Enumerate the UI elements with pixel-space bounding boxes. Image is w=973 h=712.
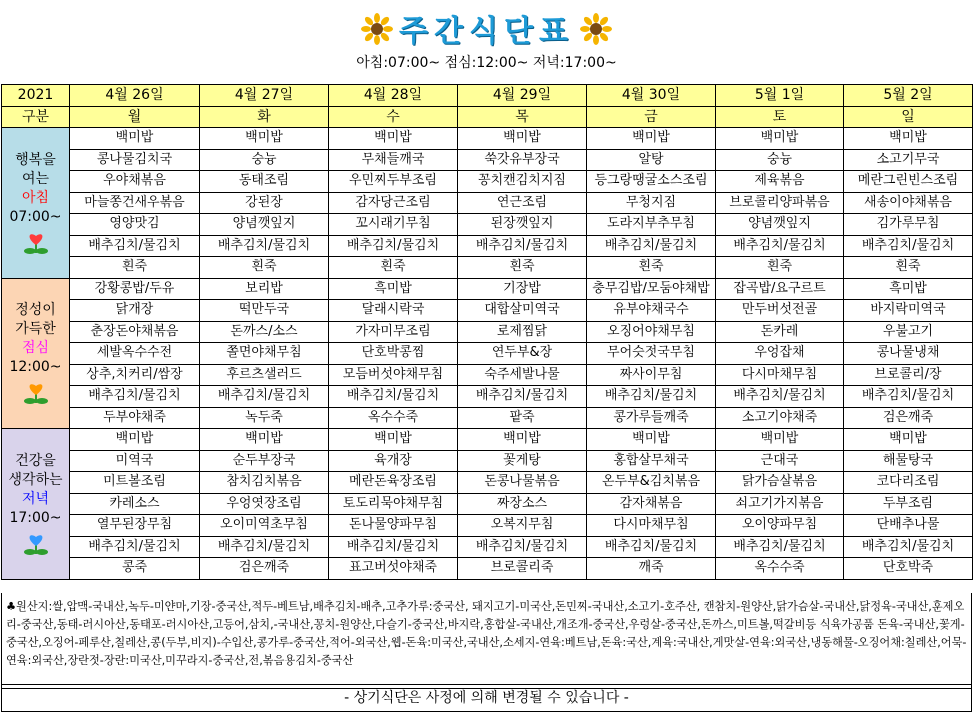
origin-notice: ♣원산지:쌀,압맥-국내산,녹두-미얀마,기장-중국산,적두-베트남,배추김치-배추,고추가루:중국산, 돼지고기-미국산,돈민찌-국내산,소고기-호주산, 캔참치-원양산,닭가슴살-국내산,닭정육-국내산,훈제오리-중국산,동태-러시아산,동태포-러시아산,고등어,삼치,-국내산,꽁치-원양산,다슬기-중국산,바지락,홍합살-국내산,개조개-중국산,우렁살-중국산,돈까스,미트볼,떡갈비등 식육가공품 돈육-국내산,꽃게-중국산,오징어-페루산,칠레산,콩(두부,비지)-수입산,콩가루-중국산,적어-외국산,웹-돈육:미국산,국내산,소세지-연육:베트남,돈육:국산,계육:국내산,게맛살-연육:외국산,냉동해물-오징어채:칠레산,어묵-연육:외국산,장란젓-장란:미국산,미꾸라지-중국산,전,볶음용김치-중국산 [1, 593, 972, 689]
menu-cell: 배추김치/물김치 [458, 235, 587, 257]
menu-cell: 흰죽 [844, 257, 973, 279]
menu-cell: 감자당근조림 [329, 192, 458, 214]
menu-table [1, 84, 973, 580]
menu-cell: 배추김치/물김치 [70, 386, 200, 408]
menu-cell: 돈콩나물볶음 [458, 472, 587, 494]
weekday-cell: 수 [329, 106, 458, 128]
date-row [2, 85, 973, 107]
menu-cell: 홍합살무채국 [587, 450, 716, 472]
lunch-row [2, 386, 973, 408]
meal-name: 점심 [21, 340, 50, 357]
weekday-cell: 목 [458, 106, 587, 128]
menu-cell: 우불고기 [844, 321, 973, 343]
menu-cell: 유부야채국수 [587, 300, 716, 322]
menu-cell: 소고기야채죽 [716, 407, 844, 429]
menu-cell: 연두부&장 [458, 343, 587, 365]
dinner-row [2, 515, 973, 537]
menu-cell: 백미밥 [716, 429, 844, 451]
menu-cell: 브로콜리죽 [458, 558, 587, 580]
lunch-row [2, 364, 973, 386]
menu-cell: 미역국 [70, 450, 200, 472]
menu-cell: 숭늉 [200, 149, 329, 171]
menu-cell: 백미밥 [70, 429, 200, 451]
lunch-row [2, 343, 973, 365]
lunch-row [2, 300, 973, 322]
meal-time: 17:00~ [9, 509, 62, 526]
meal-name: 저녁 [21, 490, 50, 507]
menu-cell: 도라지부추무침 [587, 214, 716, 236]
menu-cell: 배추김치/물김치 [329, 386, 458, 408]
menu-cell: 참치김치볶음 [200, 472, 329, 494]
breakfast-row [2, 128, 973, 150]
menu-cell: 꽃게탕 [458, 450, 587, 472]
menu-cell: 감자채볶음 [587, 493, 716, 515]
menu-cell: 우엉잡채 [716, 343, 844, 365]
menu-cell: 배추김치/물김치 [587, 536, 716, 558]
page-title [0, 6, 973, 50]
menu-cell: 다시마채무침 [716, 364, 844, 386]
menu-cell: 백미밥 [329, 128, 458, 150]
menu-cell: 깨죽 [587, 558, 716, 580]
date-cell: 4월 30일 [587, 85, 716, 107]
lunch-row [2, 407, 973, 429]
menu-cell: 백미밥 [200, 429, 329, 451]
menu-cell: 흰죽 [458, 257, 587, 279]
menu-cell: 백미밥 [844, 128, 973, 150]
menu-cell: 단배추나물 [844, 515, 973, 537]
menu-cell: 흑미밥 [844, 278, 973, 300]
menu-cell: 오이양파무침 [716, 515, 844, 537]
lunch-row [2, 278, 973, 300]
menu-cell: 숭늉 [716, 149, 844, 171]
menu-cell: 순두부장국 [200, 450, 329, 472]
menu-cell: 된장깻잎지 [458, 214, 587, 236]
date-cell: 4월 26일 [70, 85, 200, 107]
menu-cell: 다시마채무침 [587, 515, 716, 537]
menu-cell: 쫄면야채무침 [200, 343, 329, 365]
menu-cell: 열무된장무침 [70, 515, 200, 537]
meal-name: 아침 [21, 189, 50, 206]
menu-cell: 두부야채죽 [70, 407, 200, 429]
menu-cell: 숙주세발나물 [458, 364, 587, 386]
menu-cell: 등그랑땡굴소스조림 [587, 171, 716, 193]
dinner-row [2, 472, 973, 494]
label-line: 정성이 [15, 302, 56, 319]
menu-cell: 새송이야채볶음 [844, 192, 973, 214]
label-line: 여는 [21, 170, 50, 187]
menu-cell: 로제찜닭 [458, 321, 587, 343]
title-text: 주간식단표 [399, 14, 574, 49]
label-line: 건강을 [15, 452, 56, 469]
weekday-cell: 금 [587, 106, 716, 128]
menu-cell: 알탕 [587, 149, 716, 171]
label-line: 행복을 [15, 151, 56, 168]
menu-cell: 우야채볶음 [70, 171, 200, 193]
meal-label-text [2, 301, 69, 377]
menu-cell: 배추김치/물김치 [458, 386, 587, 408]
menu-cell: 백미밥 [587, 128, 716, 150]
menu-cell: 우민찌두부조림 [329, 171, 458, 193]
menu-cell: 백미밥 [458, 128, 587, 150]
menu-cell: 배추김치/물김치 [844, 235, 973, 257]
menu-cell: 닭개장 [70, 300, 200, 322]
menu-cell: 쇠고기가지볶음 [716, 493, 844, 515]
menu-cell: 백미밥 [70, 128, 200, 150]
menu-cell: 옥수수죽 [329, 407, 458, 429]
dinner-row [2, 558, 973, 580]
menu-cell: 배추김치/물김치 [200, 386, 329, 408]
menu-cell: 콩가루들깨죽 [587, 407, 716, 429]
menu-cell: 돈카레 [716, 321, 844, 343]
menu-cell: 백미밥 [716, 128, 844, 150]
breakfast-row [2, 257, 973, 279]
dinner-label [2, 429, 70, 580]
menu-cell: 배추김치/물김치 [587, 386, 716, 408]
menu-cell: 메란돈육장조림 [329, 472, 458, 494]
weekday-cell: 월 [70, 106, 200, 128]
menu-cell: 해물탕국 [844, 450, 973, 472]
meal-time: 12:00~ [9, 359, 62, 376]
menu-cell: 카레소스 [70, 493, 200, 515]
sunflower-icon [361, 13, 393, 45]
menu-cell: 양념깻잎지 [200, 214, 329, 236]
date-cell: 4월 27일 [200, 85, 329, 107]
menu-cell: 배추김치/물김치 [844, 536, 973, 558]
weekday-cell: 화 [200, 106, 329, 128]
year-cell: 2021 [2, 85, 70, 107]
date-cell: 4월 28일 [329, 85, 458, 107]
breakfast-row [2, 149, 973, 171]
menu-cell: 배추김치/물김치 [844, 386, 973, 408]
menu-cell: 흰죽 [200, 257, 329, 279]
flower-icon [21, 381, 51, 405]
meal-label-text [2, 452, 69, 528]
dinner-row [2, 493, 973, 515]
menu-cell: 무채들깨국 [329, 149, 458, 171]
label-line: 가득한 [15, 321, 56, 338]
menu-cell: 대합살미역국 [458, 300, 587, 322]
menu-cell: 강된장 [200, 192, 329, 214]
weekday-cell: 일 [844, 106, 973, 128]
lunch-label [2, 278, 70, 429]
menu-cell: 동태조림 [200, 171, 329, 193]
menu-cell: 백미밥 [329, 429, 458, 451]
menu-cell: 육개장 [329, 450, 458, 472]
menu-cell: 무어슷젓국무침 [587, 343, 716, 365]
menu-cell: 오복지무침 [458, 515, 587, 537]
date-cell: 4월 29일 [458, 85, 587, 107]
menu-cell: 브로콜리/장 [844, 364, 973, 386]
menu-cell: 미트볼조림 [70, 472, 200, 494]
menu-cell: 백미밥 [844, 429, 973, 451]
menu-cell: 배추김치/물김치 [329, 235, 458, 257]
menu-cell: 옥수수죽 [716, 558, 844, 580]
menu-cell: 상추,치커리/쌈장 [70, 364, 200, 386]
menu-cell: 배추김치/물김치 [716, 386, 844, 408]
lunch-row [2, 321, 973, 343]
menu-cell: 만두버섯전골 [716, 300, 844, 322]
menu-cell: 강황콩밥/두유 [70, 278, 200, 300]
menu-cell: 표고버섯야채죽 [329, 558, 458, 580]
menu-cell: 닭가슴살볶음 [716, 472, 844, 494]
menu-cell: 두부조림 [844, 493, 973, 515]
menu-cell: 무청지짐 [587, 192, 716, 214]
sunflower-icon [580, 13, 612, 45]
menu-cell: 백미밥 [587, 429, 716, 451]
menu-cell: 검은깨죽 [200, 558, 329, 580]
menu-cell: 떡만두국 [200, 300, 329, 322]
menu-cell: 배추김치/물김치 [329, 536, 458, 558]
menu-cell: 콩나물김치국 [70, 149, 200, 171]
dinner-row [2, 536, 973, 558]
menu-cell: 배추김치/물김치 [70, 536, 200, 558]
menu-cell: 팥죽 [458, 407, 587, 429]
menu-cell: 짜사이무침 [587, 364, 716, 386]
menu-cell: 꽁치캔김치지짐 [458, 171, 587, 193]
menu-cell: 백미밥 [200, 128, 329, 150]
weekday-row [2, 106, 973, 128]
menu-cell: 바지락미역국 [844, 300, 973, 322]
menu-cell: 영양맛김 [70, 214, 200, 236]
heart-icon [21, 231, 51, 255]
menu-cell: 충무김밥/모둠야채밥 [587, 278, 716, 300]
menu-cell: 마늘쫑건새우볶음 [70, 192, 200, 214]
menu-cell: 달래시락국 [329, 300, 458, 322]
menu-cell: 녹두죽 [200, 407, 329, 429]
breakfast-row [2, 214, 973, 236]
title-area [0, 0, 973, 82]
menu-cell: 코다리조림 [844, 472, 973, 494]
menu-cell: 흰죽 [587, 257, 716, 279]
meal-time: 07:00~ [9, 208, 62, 225]
meal-times: 아침:07:00~ 점심:12:00~ 저녁:17:00~ [356, 55, 617, 71]
menu-cell: 오징어야채무침 [587, 321, 716, 343]
weekday-cell: 토 [716, 106, 844, 128]
menu-cell: 꼬시래기무침 [329, 214, 458, 236]
menu-cell: 흰죽 [70, 257, 200, 279]
menu-cell: 온두부&김치볶음 [587, 472, 716, 494]
menu-cell: 우엉엿장조림 [200, 493, 329, 515]
date-cell: 5월 1일 [716, 85, 844, 107]
menu-cell: 배추김치/물김치 [70, 235, 200, 257]
meal-label-text [2, 151, 69, 227]
menu-cell: 김가루무침 [844, 214, 973, 236]
menu-cell: 흑미밥 [329, 278, 458, 300]
menu-cell: 쑥갓유부장국 [458, 149, 587, 171]
dinner-row [2, 450, 973, 472]
menu-cell: 배추김치/물김치 [458, 536, 587, 558]
gubun-cell: 구분 [2, 106, 70, 128]
menu-cell: 브로콜리양파볶음 [716, 192, 844, 214]
menu-cell: 백미밥 [458, 429, 587, 451]
footer-notice: - 상기식단은 사정에 의해 변경될 수 있습니다 - [1, 684, 972, 712]
breakfast-row [2, 192, 973, 214]
menu-cell: 후르츠샐러드 [200, 364, 329, 386]
menu-cell: 보리밥 [200, 278, 329, 300]
menu-cell: 단호박죽 [844, 558, 973, 580]
menu-cell: 배추김치/물김치 [587, 235, 716, 257]
menu-cell: 메란그린빈스조림 [844, 171, 973, 193]
menu-cell: 제육볶음 [716, 171, 844, 193]
menu-cell: 배추김치/물김치 [716, 235, 844, 257]
menu-cell: 콩죽 [70, 558, 200, 580]
menu-cell: 양념깻잎지 [716, 214, 844, 236]
breakfast-row [2, 235, 973, 257]
menu-cell: 돈까스/소스 [200, 321, 329, 343]
menu-cell: 단호박콩찜 [329, 343, 458, 365]
breakfast-row [2, 171, 973, 193]
menu-cell: 근대국 [716, 450, 844, 472]
menu-cell: 기장밥 [458, 278, 587, 300]
flower-icon [21, 532, 51, 556]
label-line: 생각하는 [8, 471, 63, 488]
menu-cell: 연근조림 [458, 192, 587, 214]
date-cell: 5월 2일 [844, 85, 973, 107]
menu-cell: 돈나물양파무침 [329, 515, 458, 537]
menu-cell: 흰죽 [329, 257, 458, 279]
menu-cell: 배추김치/물김치 [200, 235, 329, 257]
menu-cell: 춘장돈야채볶음 [70, 321, 200, 343]
dinner-row [2, 429, 973, 451]
menu-cell: 소고기무국 [844, 149, 973, 171]
menu-cell: 가자미무조림 [329, 321, 458, 343]
menu-cell: 모듬버섯야채무침 [329, 364, 458, 386]
menu-cell: 검은깨죽 [844, 407, 973, 429]
menu-cell: 잡곡밥/요구르트 [716, 278, 844, 300]
menu-cell: 배추김치/물김치 [200, 536, 329, 558]
menu-cell: 토도리묵야채무침 [329, 493, 458, 515]
menu-cell: 흰죽 [716, 257, 844, 279]
menu-cell: 배추김치/물김치 [716, 536, 844, 558]
menu-cell: 세발옥수수전 [70, 343, 200, 365]
breakfast-label [2, 128, 70, 279]
menu-cell: 오이미역초무침 [200, 515, 329, 537]
menu-cell: 짜장소스 [458, 493, 587, 515]
menu-cell: 콩나물냉채 [844, 343, 973, 365]
